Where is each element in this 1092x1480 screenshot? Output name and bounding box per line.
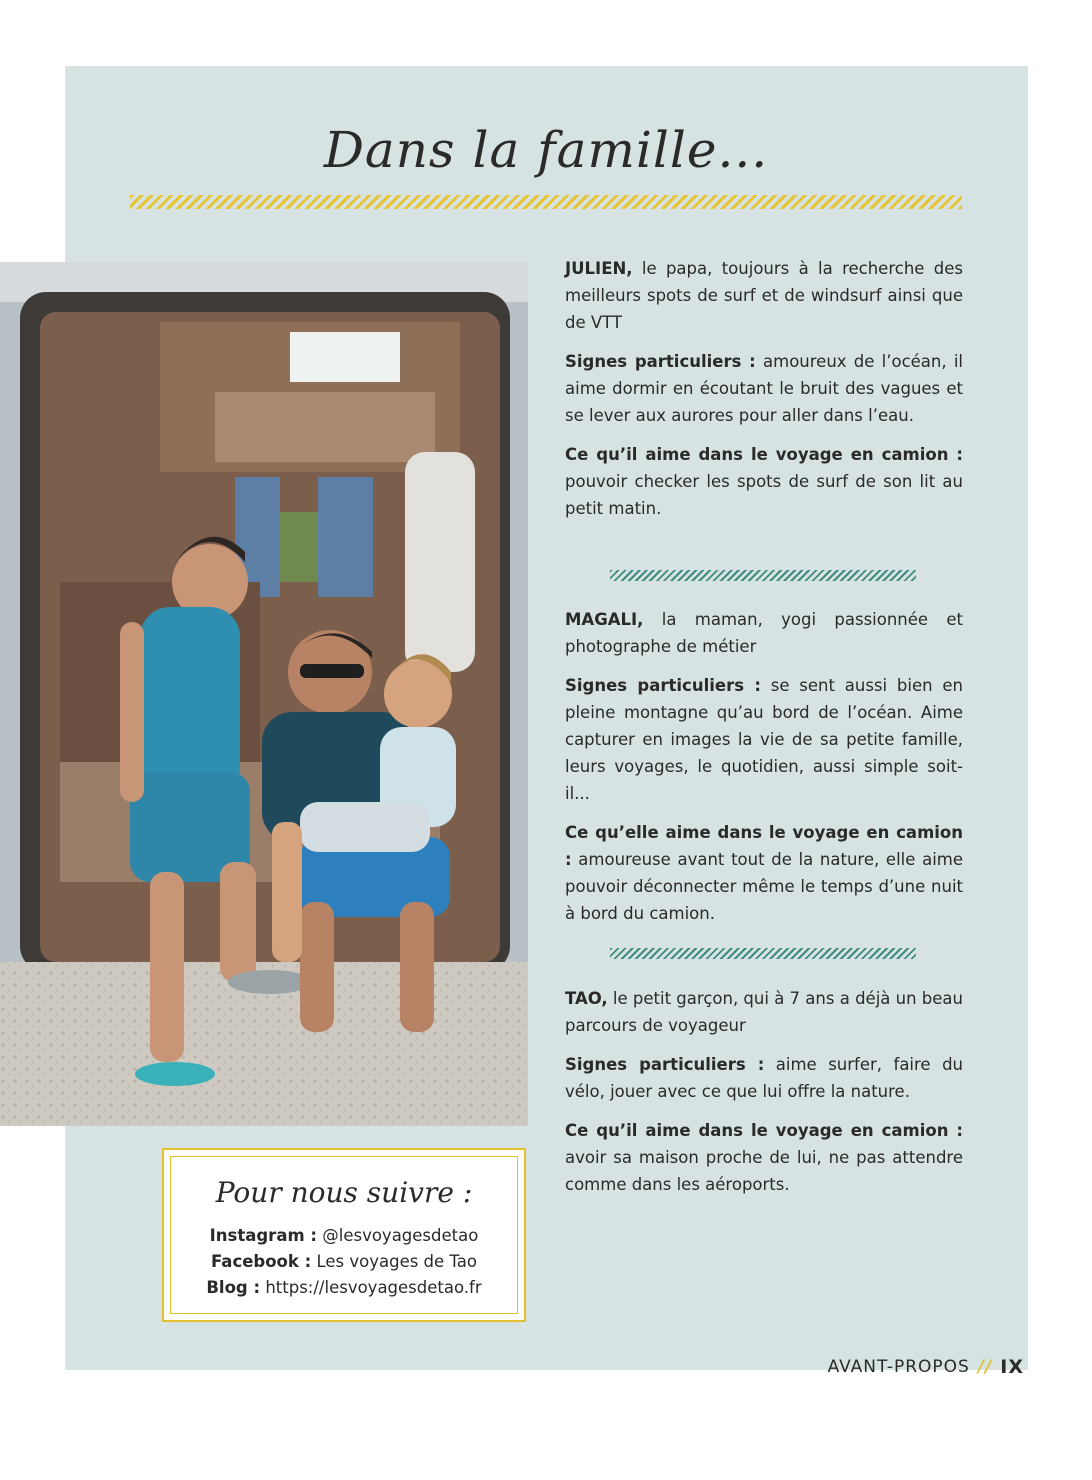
magali-intro-text: la maman, yogi passionnée et photographe de métier	[565, 610, 963, 656]
julien-intro-text: le papa, toujours à la recherche des meilleurs spots de surf et de windsurf ainsi que de VTT	[565, 259, 963, 332]
tao-intro-text: le petit garçon, qui à 7 ans a déjà un beau parcours de voyageur	[565, 989, 963, 1035]
julien-likes-text: pouvoir checker les spots de surf de son lit au petit matin.	[565, 472, 963, 518]
follow-box	[162, 1148, 526, 1322]
instagram-label: Instagram :	[209, 1226, 317, 1245]
magali-signs	[565, 672, 963, 807]
tao-signs-text: aime surfer, faire du vélo, jouer avec ce que lui offre la nature.	[565, 1055, 963, 1101]
page-number: IX	[1000, 1356, 1024, 1378]
magali-signs-text: se sent aussi bien en pleine montagne qu’au bord de l’océan. Aime capturer en images la vie de sa petite famille, leurs voyages, le quotidien, aussi simple soit-il...	[565, 676, 963, 803]
section-tao	[565, 985, 963, 1210]
blog-line	[171, 1275, 517, 1301]
page-title: Dans la famille...	[323, 121, 769, 179]
julien-intro	[565, 255, 963, 336]
magali-signs-label: Signes particuliers :	[565, 676, 761, 695]
page-footer	[828, 1356, 1024, 1378]
magali-intro	[565, 606, 963, 660]
title-underline	[130, 195, 962, 209]
julien-signs-label: Signes particuliers :	[565, 352, 756, 371]
magali-likes-label: Ce qu’elle aime dans le voyage en camion :	[565, 823, 963, 869]
julien-likes	[565, 441, 963, 522]
footer-separator: //	[977, 1357, 993, 1377]
section-divider	[610, 948, 916, 959]
tao-name: TAO,	[565, 989, 608, 1008]
instagram-handle[interactable]: @lesvoyagesdetao	[317, 1226, 479, 1245]
facebook-line	[171, 1249, 517, 1275]
julien-signs	[565, 348, 963, 429]
facebook-label: Facebook :	[211, 1252, 312, 1271]
footer-section: AVANT-PROPOS	[827, 1357, 970, 1377]
follow-box-inner	[170, 1156, 518, 1314]
follow-title: Pour nous suivre :	[215, 1176, 473, 1209]
magali-name: MAGALI,	[565, 610, 644, 629]
magali-likes-text: amoureuse avant tout de la nature, elle aime pouvoir déconnecter même le temps d’une nuit à bord du camion.	[565, 850, 963, 923]
tao-intro	[565, 985, 963, 1039]
section-julien	[565, 255, 963, 534]
section-magali	[565, 606, 963, 939]
julien-signs-text: amoureux de l’océan, il aime dormir en écoutant le bruit des vagues et se lever aux aurores pour aller dans l’eau.	[565, 352, 964, 425]
julien-name: JULIEN,	[565, 259, 633, 278]
julien-likes-label: Ce qu’il aime dans le voyage en camion :	[565, 445, 963, 464]
family-photo	[0, 262, 528, 1126]
blog-label: Blog :	[206, 1278, 261, 1297]
section-divider	[610, 570, 916, 581]
tao-likes-label: Ce qu’il aime dans le voyage en camion :	[565, 1121, 963, 1140]
instagram-line	[171, 1223, 517, 1249]
tao-likes	[565, 1117, 963, 1198]
magali-likes	[565, 819, 963, 927]
tao-likes-text: avoir sa maison proche de lui, ne pas attendre comme dans les aéroports.	[565, 1148, 963, 1194]
facebook-page[interactable]: Les voyages de Tao	[311, 1252, 477, 1271]
tao-signs	[565, 1051, 963, 1105]
blog-link[interactable]: https://lesvoyagesdetao.fr	[260, 1278, 482, 1297]
tao-signs-label: Signes particuliers :	[565, 1055, 765, 1074]
